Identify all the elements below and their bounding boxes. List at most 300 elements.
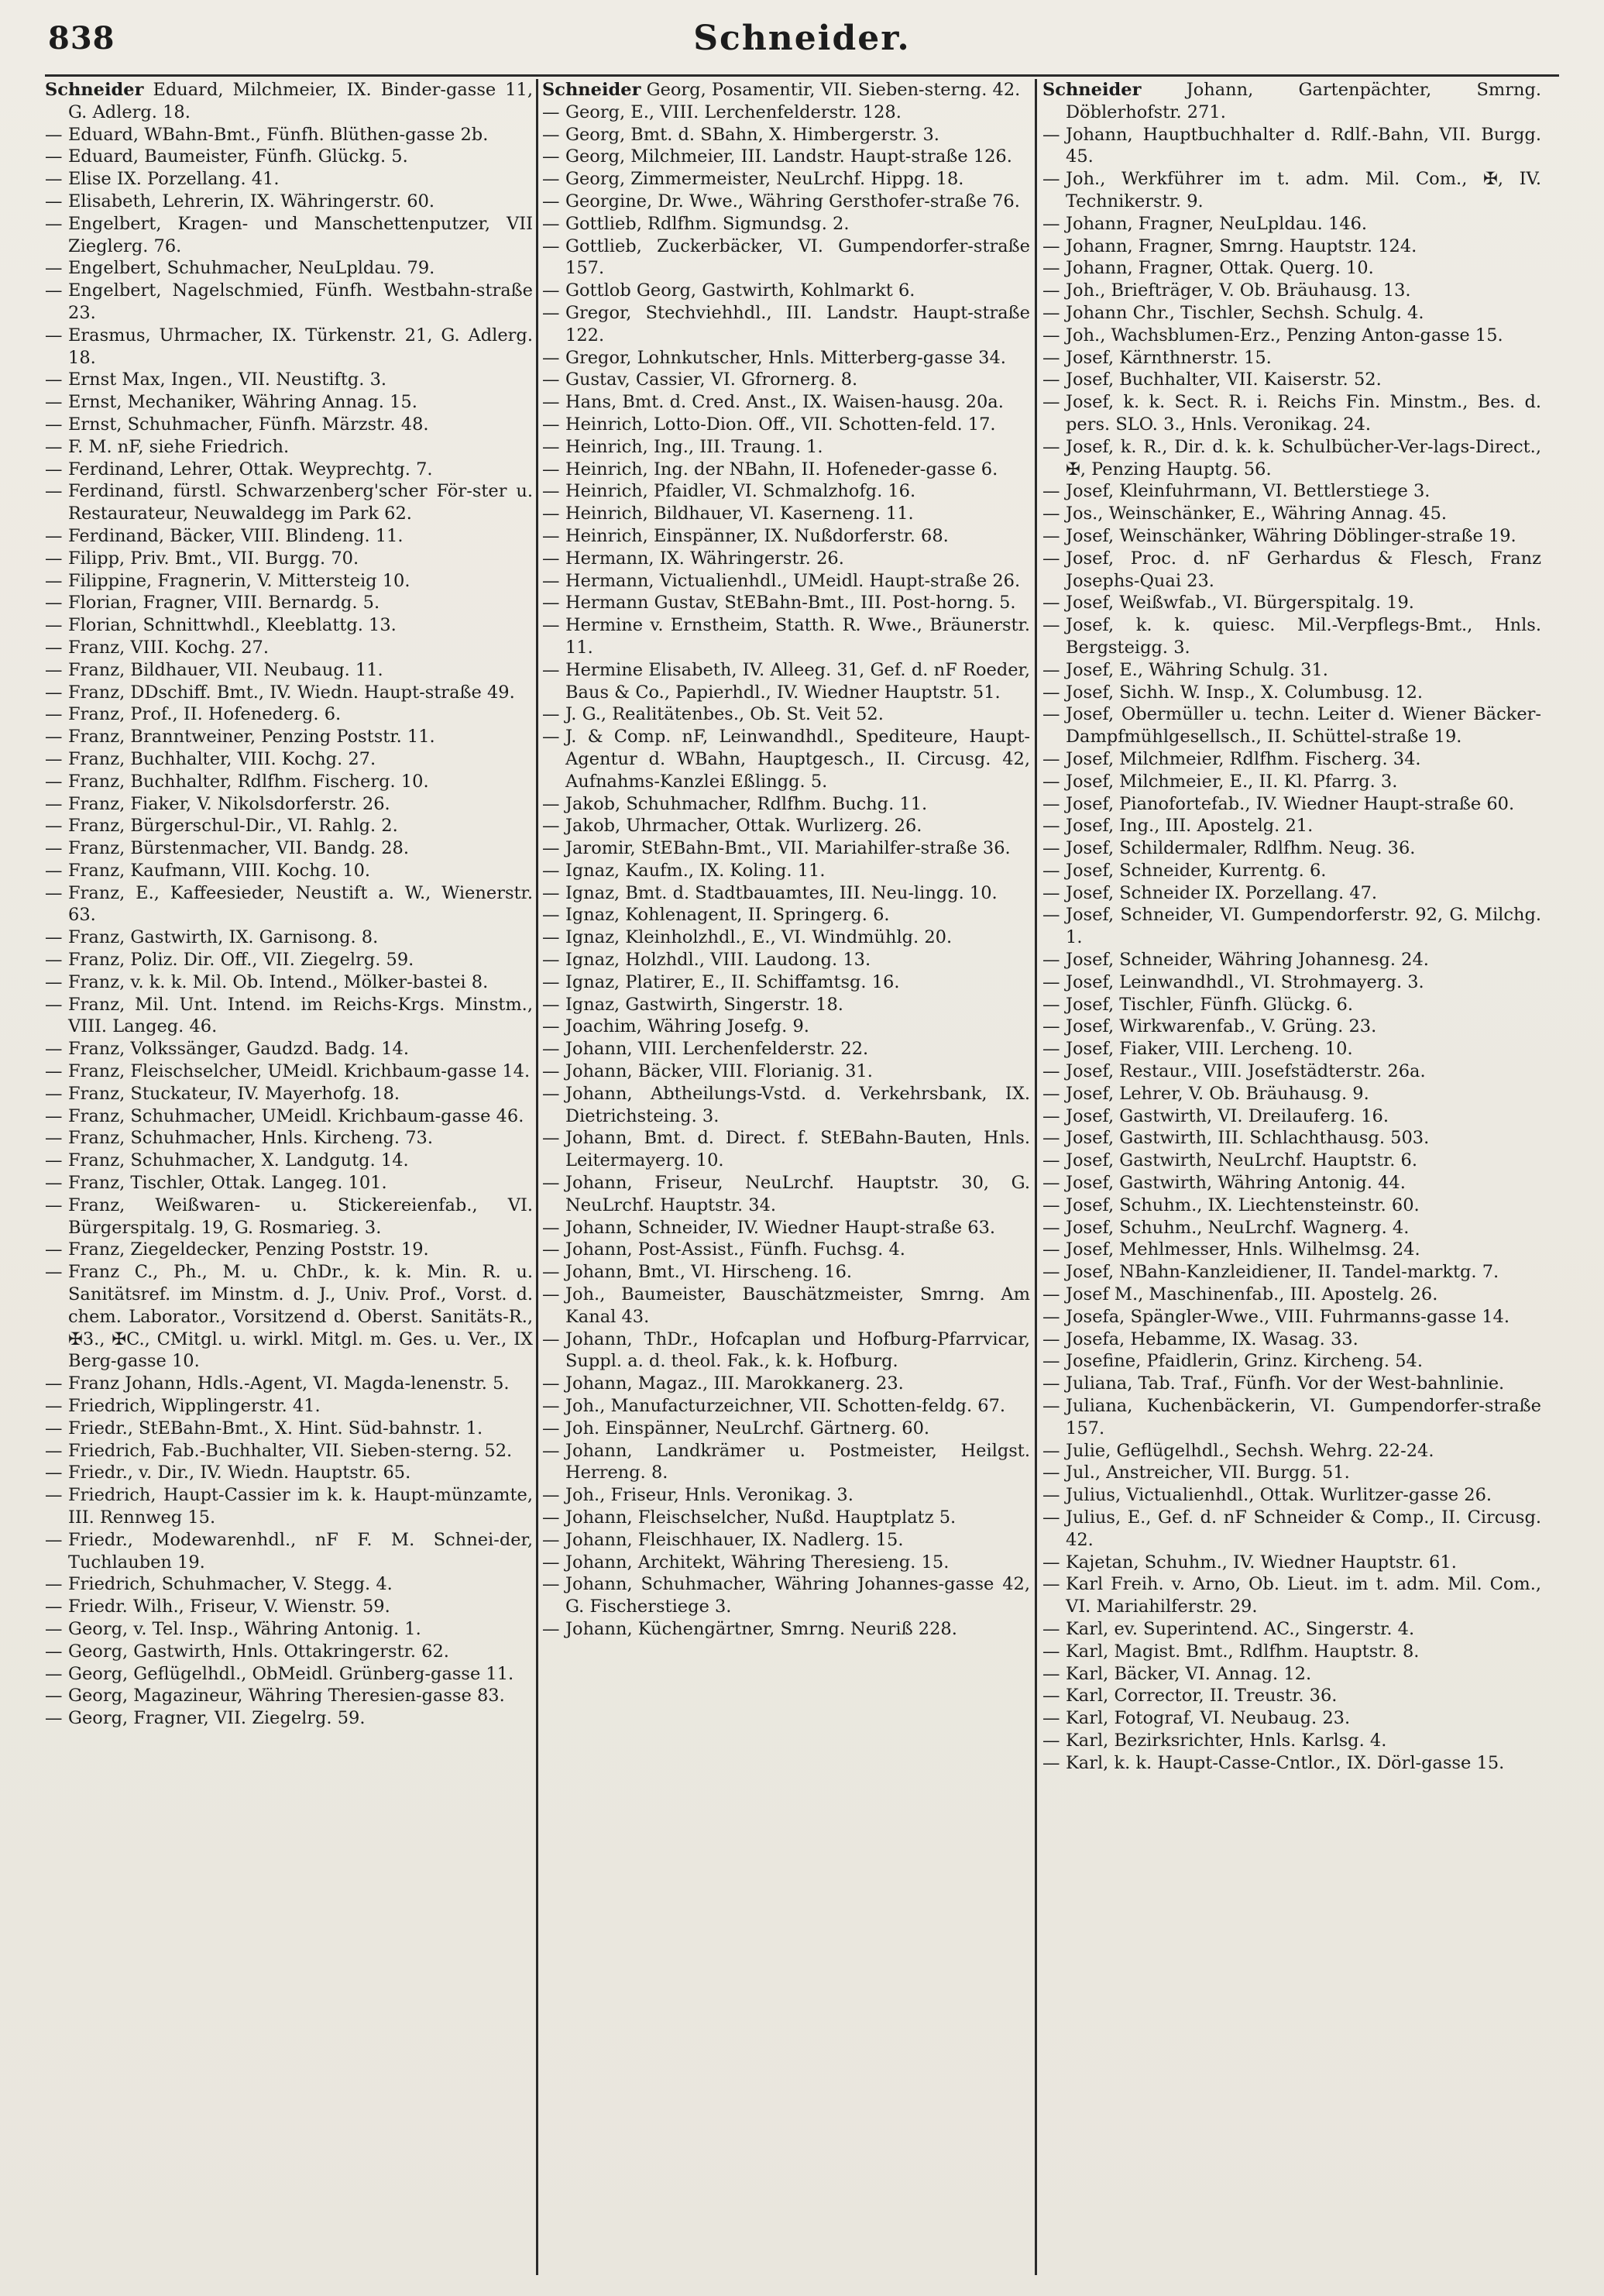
entry-dash: — bbox=[1042, 682, 1060, 703]
entry-text: Georg, Magazineur, Währing Theresien-gasse 83. bbox=[68, 1686, 505, 1707]
entry-dash: — bbox=[542, 1128, 560, 1149]
entry-text: Heinrich, Bildhauer, VI. Kaserneng. 11. bbox=[565, 504, 914, 524]
entry-dash: — bbox=[1042, 213, 1060, 234]
entry-text: Josef, Gastwirth, VI. Dreilauferg. 16. bbox=[1066, 1105, 1389, 1126]
entry-text: Ferdinand, Lehrer, Ottak. Weyprechtg. 7. bbox=[68, 459, 433, 479]
directory-entry bbox=[45, 325, 533, 369]
directory-entry bbox=[1042, 1284, 1541, 1306]
directory-entry bbox=[45, 1573, 533, 1596]
entry-dash: — bbox=[542, 905, 560, 926]
directory-entry bbox=[45, 79, 533, 124]
entry-dash: — bbox=[542, 1529, 560, 1550]
entry-dash: — bbox=[1042, 593, 1060, 614]
entry-dash: — bbox=[542, 504, 560, 524]
directory-entry bbox=[45, 1083, 533, 1105]
entry-dash: — bbox=[542, 280, 560, 301]
entry-dash: — bbox=[1042, 838, 1060, 859]
entry-text: Ignaz, Holzhdl., VIII. Laudong. 13. bbox=[565, 950, 871, 971]
directory-entry bbox=[1042, 682, 1541, 704]
entry-dash: — bbox=[1042, 994, 1060, 1015]
entry-text: Johann, Fragner, Ottak. Querg. 10. bbox=[1066, 258, 1374, 279]
entry-dash: — bbox=[1042, 235, 1060, 256]
entry-text: Georgine, Dr. Wwe., Währing Gersthofer-straße 76. bbox=[565, 191, 1020, 211]
directory-entry bbox=[45, 1663, 533, 1686]
entry-dash: — bbox=[542, 860, 560, 881]
entry-dash: — bbox=[45, 927, 63, 948]
directory-entry bbox=[542, 146, 1030, 168]
entry-dash: — bbox=[542, 347, 560, 368]
entry-dash: — bbox=[1042, 347, 1060, 368]
entry-text: Ferdinand, fürstl. Schwarzenberg'scher För-ster u. Restaurateur, Neuwaldegg im Park 62. bbox=[68, 481, 533, 524]
entry-text: Johann, Fragner, NeuLpldau. 146. bbox=[1066, 213, 1368, 234]
entry-dash: — bbox=[1042, 1239, 1060, 1260]
entry-text: Josef, Schildermaler, Rdlfhm. Neug. 36. bbox=[1066, 838, 1416, 859]
directory-entry bbox=[1042, 815, 1541, 837]
entry-dash: — bbox=[1042, 1061, 1060, 1082]
entry-text: Joh., Werkführer im t. adm. Mil. Com., ✠, IV. Technikerstr. 9. bbox=[1066, 169, 1541, 211]
directory-entry bbox=[542, 1284, 1030, 1328]
entry-text: Josefine, Pfaidlerin, Grinz. Kircheng. 54. bbox=[1066, 1351, 1424, 1372]
entry-text: Filipp, Priv. Bmt., VII. Burgg. 70. bbox=[68, 548, 359, 569]
directory-entry bbox=[542, 459, 1030, 481]
directory-entry bbox=[542, 168, 1030, 191]
directory-entry bbox=[542, 124, 1030, 146]
directory-entry bbox=[542, 436, 1030, 459]
entry-text: Engelbert, Nagelschmied, Fünfh. Westbahn-straße 23. bbox=[68, 280, 533, 323]
entry-text: Joh. Einspänner, NeuLrchf. Gärtnerg. 60. bbox=[565, 1418, 930, 1438]
directory-entry bbox=[1042, 1060, 1541, 1083]
directory-entry bbox=[1042, 1440, 1541, 1462]
entry-text: Gottlieb, Rdlfhm. Sigmundsg. 2. bbox=[565, 213, 850, 234]
directory-entry bbox=[542, 1573, 1030, 1618]
entry-text: Karl, Bezirksrichter, Hnls. Karlsg. 4. bbox=[1066, 1730, 1387, 1751]
entry-dash: — bbox=[45, 258, 63, 279]
entry-dash: — bbox=[45, 860, 63, 881]
entry-dash: — bbox=[45, 414, 63, 435]
entry-text: Josef, Lehrer, V. Ob. Bräuhausg. 9. bbox=[1066, 1083, 1369, 1104]
entry-text: Hermann Gustav, StEBahn-Bmt., III. Post-horng. 5. bbox=[565, 593, 1016, 614]
entry-dash: — bbox=[1042, 771, 1060, 792]
entry-text: Johann, Bmt. d. Direct. f. StEBahn-Bauten, Hnls. Leitermayerg. 10. bbox=[565, 1128, 1030, 1171]
entry-text: Joh., Wachsblumen-Erz., Penzing Anton-gasse 15. bbox=[1066, 325, 1503, 345]
directory-entry bbox=[1042, 325, 1541, 347]
entry-text: Karl, k. k. Haupt-Casse-Cntlor., IX. Dörl-gasse 15. bbox=[1066, 1752, 1505, 1773]
directory-entry bbox=[45, 949, 533, 971]
directory-entry bbox=[1042, 257, 1541, 280]
entry-dash: — bbox=[542, 548, 560, 569]
directory-entry bbox=[45, 480, 533, 525]
entry-dash: — bbox=[542, 1552, 560, 1572]
entry-dash: — bbox=[1042, 1396, 1060, 1417]
entry-dash: — bbox=[542, 235, 560, 256]
directory-entry bbox=[542, 570, 1030, 593]
entry-text: Josef, Kleinfuhrmann, VI. Bettlerstiege 3. bbox=[1066, 481, 1431, 502]
directory-entry bbox=[45, 614, 533, 637]
entry-text: Franz, Stuckateur, IV. Mayerhofg. 18. bbox=[68, 1083, 400, 1104]
entry-dash: — bbox=[1042, 1663, 1060, 1684]
entry-text: Friedr., StEBahn-Bmt., X. Hint. Süd-bahnstr. 1. bbox=[68, 1418, 483, 1438]
entry-text: Heinrich, Einspänner, IX. Nußdorferstr. 68. bbox=[565, 525, 949, 546]
entry-text: Ignaz, Kohlenagent, II. Springerg. 6. bbox=[565, 905, 890, 926]
directory-entry bbox=[45, 971, 533, 994]
entry-dash: — bbox=[1042, 481, 1060, 502]
entry-text: Karl, Fotograf, VI. Neubaug. 23. bbox=[1066, 1708, 1351, 1729]
directory-entry bbox=[45, 926, 533, 949]
entry-dash: — bbox=[45, 1039, 63, 1060]
entry-dash: — bbox=[542, 882, 560, 903]
directory-entry bbox=[542, 1373, 1030, 1395]
entry-text: Gottlieb, Zuckerbäcker, VI. Gumpendorfer-straße 157. bbox=[565, 235, 1030, 279]
entry-text: Franz, E., Kaffeesieder, Neustift a. W., Wienerstr. 63. bbox=[68, 882, 533, 926]
entry-dash: — bbox=[542, 436, 560, 457]
entry-dash: — bbox=[542, 525, 560, 546]
directory-entry bbox=[45, 1261, 533, 1373]
entry-dash: — bbox=[542, 994, 560, 1015]
entry-text: Josef, Leinwandhdl., VI. Strohmayerg. 3. bbox=[1066, 971, 1424, 992]
entry-text: Franz, v. k. k. Mil. Ob. Intend., Mölker-bastei 8. bbox=[68, 971, 489, 992]
entry-dash: — bbox=[542, 392, 560, 413]
entry-text: Georg, Gastwirth, Hnls. Ottakringerstr. 62. bbox=[68, 1641, 449, 1662]
entry-text: Franz, Schuhmacher, X. Landgutg. 14. bbox=[68, 1150, 409, 1171]
entry-dash: — bbox=[1042, 1328, 1060, 1349]
entry-dash: — bbox=[45, 1194, 63, 1215]
entry-dash: — bbox=[45, 682, 63, 703]
entry-dash: — bbox=[1042, 905, 1060, 926]
entry-text: Josef, Gastwirth, Währing Antonig. 44. bbox=[1066, 1173, 1406, 1194]
entry-dash: — bbox=[1042, 548, 1060, 569]
directory-entry bbox=[1042, 1194, 1541, 1217]
column-divider bbox=[536, 79, 538, 2275]
entry-text: Franz, Gastwirth, IX. Garnisong. 8. bbox=[68, 927, 379, 948]
directory-entry bbox=[45, 459, 533, 481]
entry-text: Jakob, Schuhmacher, Rdlfhm. Buchg. 11. bbox=[565, 793, 928, 814]
entry-text: Johann, Bäcker, VIII. Florianig. 31. bbox=[565, 1061, 873, 1082]
directory-entry bbox=[45, 414, 533, 436]
directory-entry bbox=[1042, 391, 1541, 436]
directory-entry bbox=[1042, 168, 1541, 213]
entry-text: Franz, Buchhalter, VIII. Kochg. 27. bbox=[68, 748, 376, 769]
entry-text: Georg, Geflügelhdl., ObMeidl. Grünberg-gasse 11. bbox=[68, 1663, 514, 1684]
entry-dash: — bbox=[45, 525, 63, 546]
page-title: Schneider. bbox=[693, 19, 911, 58]
directory-entry bbox=[1042, 1328, 1541, 1351]
directory-entry bbox=[542, 860, 1030, 882]
entry-dash: — bbox=[542, 1173, 560, 1194]
directory-entry bbox=[45, 1239, 533, 1261]
entry-dash: — bbox=[45, 816, 63, 837]
entry-dash: — bbox=[1042, 950, 1060, 971]
directory-entry bbox=[542, 414, 1030, 436]
entry-text: Josef, Milchmeier, E., II. Kl. Pfarrg. 3. bbox=[1066, 771, 1398, 792]
directory-entry bbox=[45, 793, 533, 816]
directory-entry bbox=[45, 659, 533, 682]
entry-text: Friedr., Modewarenhdl., nF F. M. Schnei-der, Tuchlauben 19. bbox=[68, 1529, 533, 1572]
entry-text: J. & Comp. nF, Leinwandhdl., Spediteure, Haupt-Agentur d. WBahn, Hauptgesch., II. Circusg. 42, Aufnahms-Kanzlei Eßlingg. 5. bbox=[565, 727, 1030, 792]
entry-text: Jakob, Uhrmacher, Ottak. Wurlizerg. 26. bbox=[565, 816, 922, 837]
entry-dash: — bbox=[542, 1485, 560, 1506]
entry-text: Georg, Bmt. d. SBahn, X. Himbergerstr. 3. bbox=[565, 124, 939, 145]
entry-text: Josef, Gastwirth, III. Schlachthausg. 503. bbox=[1066, 1128, 1430, 1149]
directory-entry bbox=[1042, 614, 1541, 659]
entry-dash: — bbox=[542, 1061, 560, 1082]
directory-entry bbox=[1042, 1350, 1541, 1373]
entry-text: F. M. nF, siehe Friedrich. bbox=[68, 436, 290, 457]
entry-dash: — bbox=[45, 1061, 63, 1082]
entry-text: Ignaz, Kaufm., IX. Koling. 11. bbox=[565, 860, 826, 881]
entry-dash: — bbox=[542, 1328, 560, 1349]
entry-dash: — bbox=[45, 1396, 63, 1417]
entry-text: Karl, Magist. Bmt., Rdlfhm. Hauptstr. 8. bbox=[1066, 1641, 1420, 1662]
directory-entry bbox=[542, 1127, 1030, 1172]
directory-entry bbox=[542, 347, 1030, 369]
directory-entry bbox=[1042, 369, 1541, 391]
entry-text: Josef, Ing., III. Apostelg. 21. bbox=[1066, 816, 1314, 837]
entry-dash: — bbox=[45, 548, 63, 569]
entry-text: Josef, Schneider, Kurrentg. 6. bbox=[1066, 860, 1327, 881]
entry-text: Joh., Manufacturzeichner, VII. Schotten-feldg. 67. bbox=[565, 1396, 1006, 1417]
entry-text: Friedrich, Fab.-Buchhalter, VII. Sieben-sterng. 52. bbox=[68, 1440, 513, 1461]
entry-text: Josef, Gastwirth, NeuLrchf. Hauptstr. 6. bbox=[1066, 1150, 1418, 1171]
directory-entry bbox=[45, 682, 533, 704]
entry-text: Josefa, Spängler-Wwe., VIII. Fuhrmanns-gasse 14. bbox=[1066, 1306, 1510, 1327]
entry-text: Engelbert, Schuhmacher, NeuLpldau. 79. bbox=[68, 258, 435, 279]
entry-dash: — bbox=[45, 392, 63, 413]
entry-dash: — bbox=[542, 1618, 560, 1639]
entry-text: Julius, E., Gef. d. nF Schneider & Comp., II. Circusg. 42. bbox=[1066, 1507, 1541, 1550]
entry-dash: — bbox=[542, 369, 560, 390]
directory-entry bbox=[1042, 1083, 1541, 1105]
directory-entry bbox=[45, 748, 533, 771]
entry-text: Jos., Weinschänker, E., Währing Annag. 45. bbox=[1066, 504, 1448, 524]
entry-dash: — bbox=[45, 1597, 63, 1617]
entry-dash: — bbox=[542, 659, 560, 680]
entry-text: Erasmus, Uhrmacher, IX. Türkenstr. 21, G. Adlerg. 18. bbox=[68, 325, 533, 368]
directory-entry bbox=[1042, 1150, 1541, 1172]
entry-text: Hermine v. Ernstheim, Statth. R. Wwe., Bräunerstr. 11. bbox=[565, 615, 1030, 658]
entry-text: Josef, k. k. quiesc. Mil.-Verpflegs-Bmt., Hnls. Bergsteigg. 3. bbox=[1066, 615, 1541, 658]
entry-dash: — bbox=[542, 793, 560, 814]
directory-entry bbox=[45, 1462, 533, 1484]
entry-text: Friedrich, Haupt-Cassier im k. k. Haupt-münzamte, III. Rennweg 15. bbox=[68, 1485, 533, 1528]
directory-entry bbox=[1042, 280, 1541, 302]
entry-dash: — bbox=[1042, 1173, 1060, 1194]
directory-entry bbox=[1042, 1730, 1541, 1752]
entry-dash: — bbox=[1042, 1284, 1060, 1305]
entry-dash: — bbox=[542, 950, 560, 971]
entry-text: Franz, Branntweiner, Penzing Poststr. 11. bbox=[68, 727, 435, 748]
entry-dash: — bbox=[1042, 748, 1060, 769]
entry-text: Gottlob Georg, Gastwirth, Kohlmarkt 6. bbox=[565, 280, 915, 301]
directory-entry bbox=[1042, 971, 1541, 994]
entry-text: Franz, Fleischselcher, UMeidl. Krichbaum-gasse 14. bbox=[68, 1061, 531, 1082]
entry-text: Josef, k. R., Dir. d. k. k. Schulbücher-Ver-lags-Direct., ✠, Penzing Hauptg. 56. bbox=[1066, 436, 1541, 479]
entry-dash: — bbox=[45, 369, 63, 390]
entry-dash: — bbox=[45, 146, 63, 167]
directory-entry bbox=[1042, 302, 1541, 325]
directory-entry bbox=[542, 904, 1030, 926]
entry-dash: — bbox=[1042, 169, 1060, 190]
entry-dash: — bbox=[542, 838, 560, 859]
directory-entry bbox=[1042, 1663, 1541, 1686]
entry-text: Franz, Ziegeldecker, Penzing Poststr. 19. bbox=[68, 1239, 429, 1260]
entry-text: Karl, Corrector, II. Treustr. 36. bbox=[1066, 1686, 1338, 1707]
entry-text: Josef, Kärnthnerstr. 15. bbox=[1066, 347, 1272, 368]
directory-entry bbox=[542, 101, 1030, 124]
entry-text: Franz C., Ph., M. u. ChDr., k. k. Min. R. u. Sanitätsref. im Minstm. d. J., Univ. Prof., Vorst. d. chem. Laborator., Vorsitzend d. Oberst. Sanitäts-R., ✠3., ✠C., CMitgl. u. wirkl. Mitgl. m. Ges. u. Ver., IX Berg-gasse 10. bbox=[68, 1262, 533, 1372]
directory-entry bbox=[1042, 1016, 1541, 1038]
entry-text: Eduard, Baumeister, Fünfh. Glückg. 5. bbox=[68, 146, 408, 167]
entry-dash: — bbox=[45, 1686, 63, 1707]
directory-entry bbox=[1042, 124, 1541, 169]
directory-entry bbox=[542, 1484, 1030, 1507]
entry-dash: — bbox=[542, 570, 560, 591]
directory-entry bbox=[1042, 882, 1541, 905]
directory-entry bbox=[45, 1418, 533, 1440]
directory-entry bbox=[45, 570, 533, 593]
directory-entry bbox=[45, 1105, 533, 1128]
entry-text: Franz, Poliz. Dir. Off., VII. Ziegelrg. 59. bbox=[68, 950, 414, 971]
entry-text: Johann, Abtheilungs-Vstd. d. Verkehrsbank, IX. Dietrichsteing. 3. bbox=[565, 1083, 1030, 1126]
entry-text: Friedr., v. Dir., IV. Wiedn. Hauptstr. 65. bbox=[68, 1462, 411, 1483]
directory-entry bbox=[45, 771, 533, 793]
entry-text: Joh., Baumeister, Bauschätzmeister, Smrng. Am Kanal 43. bbox=[565, 1284, 1030, 1327]
entry-text: Josef, Wirkwarenfab., V. Grüng. 23. bbox=[1066, 1016, 1377, 1037]
entry-dash: — bbox=[1042, 1507, 1060, 1528]
entry-dash: — bbox=[45, 1418, 63, 1438]
entry-dash: — bbox=[1042, 124, 1060, 145]
entry-text: Elisabeth, Lehrerin, IX. Währingerstr. 60. bbox=[68, 191, 435, 211]
entry-dash: — bbox=[542, 1440, 560, 1461]
entry-dash: — bbox=[45, 615, 63, 636]
directory-entry bbox=[45, 525, 533, 548]
entry-text: Josef, Proc. d. nF Gerhardus & Flesch, Franz Josephs-Quai 23. bbox=[1066, 548, 1541, 591]
entry-text: Gregor, Stechviehhdl., III. Landstr. Haupt-straße 122. bbox=[565, 302, 1030, 345]
entry-text: Franz, Volkssänger, Gaudzd. Badg. 14. bbox=[68, 1039, 409, 1060]
entry-dash: — bbox=[45, 1262, 63, 1283]
directory-entry bbox=[542, 726, 1030, 792]
entry-text: Heinrich, Lotto-Dion. Off., VII. Schotten-feld. 17. bbox=[565, 414, 996, 435]
directory-entry bbox=[1042, 213, 1541, 235]
entry-dash: — bbox=[45, 1440, 63, 1461]
directory-entry bbox=[542, 837, 1030, 860]
directory-entry bbox=[45, 436, 533, 459]
entry-text: Florian, Fragner, VIII. Bernardg. 5. bbox=[68, 593, 380, 614]
entry-text: Franz, Kaufmann, VIII. Kochg. 10. bbox=[68, 860, 371, 881]
entry-text: Hermann, IX. Währingerstr. 26. bbox=[565, 548, 844, 569]
entry-text: Josef M., Maschinenfab., III. Apostelg. 26. bbox=[1066, 1284, 1438, 1305]
directory-entry bbox=[1042, 904, 1541, 949]
entry-text: Josefa, Hebamme, IX. Wasag. 33. bbox=[1066, 1328, 1358, 1349]
directory-entry bbox=[45, 168, 533, 191]
entry-dash: — bbox=[45, 169, 63, 190]
directory-entry bbox=[542, 614, 1030, 659]
entry-text: Josef, NBahn-Kanzleidiener, II. Tandel-marktg. 7. bbox=[1066, 1262, 1499, 1283]
directory-entry bbox=[1042, 1217, 1541, 1239]
entry-dash: — bbox=[1042, 816, 1060, 837]
entry-text: Ignaz, Gastwirth, Singerstr. 18. bbox=[565, 994, 843, 1015]
directory-entry bbox=[1042, 659, 1541, 682]
directory-entry bbox=[542, 1016, 1030, 1038]
entry-text: Jaromir, StEBahn-Bmt., VII. Mariahilfer-straße 36. bbox=[565, 838, 1011, 859]
directory-entry bbox=[542, 1618, 1030, 1641]
directory-entry bbox=[45, 1373, 533, 1395]
directory-entry bbox=[45, 1150, 533, 1172]
entry-dash: — bbox=[1042, 1039, 1060, 1060]
entry-dash: — bbox=[45, 637, 63, 658]
entry-dash: — bbox=[1042, 1105, 1060, 1126]
entry-dash: — bbox=[45, 481, 63, 502]
entry-text: Georg, E., VIII. Lerchenfelderstr. 128. bbox=[565, 101, 902, 122]
directory-entry bbox=[542, 235, 1030, 280]
entry-dash: — bbox=[45, 124, 63, 145]
directory-entry bbox=[1042, 837, 1541, 860]
entry-dash: — bbox=[1042, 1373, 1060, 1394]
entry-dash: — bbox=[45, 1574, 63, 1595]
entry-dash: — bbox=[542, 704, 560, 725]
entry-dash: — bbox=[45, 325, 63, 345]
entry-text: Joachim, Währing Josefg. 9. bbox=[565, 1016, 809, 1037]
entry-dash: — bbox=[542, 1574, 560, 1595]
entry-dash: — bbox=[45, 570, 63, 591]
entry-text: Johann, Fragner, Smrng. Hauptstr. 124. bbox=[1066, 235, 1417, 256]
entry-text: Friedrich, Schuhmacher, V. Stegg. 4. bbox=[68, 1574, 393, 1595]
entry-dash: — bbox=[45, 1239, 63, 1260]
entry-text: Ernst, Schuhmacher, Fünfh. Märzstr. 48. bbox=[68, 414, 429, 435]
entry-text: Josef, E., Währing Schulg. 31. bbox=[1066, 659, 1328, 680]
entry-dash: — bbox=[45, 727, 63, 748]
entry-dash: — bbox=[45, 838, 63, 859]
directory-entry bbox=[542, 592, 1030, 614]
directory-entry bbox=[542, 1239, 1030, 1261]
entry-dash: — bbox=[542, 927, 560, 948]
directory-entry bbox=[1042, 771, 1541, 793]
entry-text: Johann, Bmt., VI. Hirscheng. 16. bbox=[565, 1262, 853, 1283]
entry-dash: — bbox=[1042, 1485, 1060, 1506]
directory-entry bbox=[1042, 548, 1541, 593]
entry-text: Karl, Bäcker, VI. Annag. 12. bbox=[1066, 1663, 1312, 1684]
entry-dash: — bbox=[542, 191, 560, 211]
entry-dash: — bbox=[542, 481, 560, 502]
entry-text: Johann, Schuhmacher, Währing Johannes-gasse 42, G. Fischerstiege 3. bbox=[565, 1574, 1030, 1617]
entry-text: Josef, Obermüller u. techn. Leiter d. Wiener Bäcker-Dampfmühlgesellsch., II. Schüttel-straße 19. bbox=[1066, 704, 1541, 748]
entry-text: Johann, ThDr., Hofcaplan und Hofburg-Pfarrvicar, Suppl. a. d. theol. Fak., k. k. Hofburg. bbox=[565, 1328, 1030, 1372]
entry-text: Johann, Landkrämer u. Postmeister, Heilgst. Herreng. 8. bbox=[565, 1440, 1030, 1483]
directory-entry bbox=[45, 1685, 533, 1707]
entry-dash: — bbox=[45, 882, 63, 903]
entry-text: Josef, Milchmeier, Rdlfhm. Fischerg. 34. bbox=[1066, 748, 1421, 769]
entry-text: Filippine, Fragnerin, V. Mittersteig 10. bbox=[68, 570, 410, 591]
entry-dash: — bbox=[542, 414, 560, 435]
entry-text: Heinrich, Ing., III. Traung. 1. bbox=[565, 436, 823, 457]
directory-entry bbox=[45, 124, 533, 146]
entry-text: Josef, Weißwfab., VI. Bürgerspitalg. 19. bbox=[1066, 593, 1414, 614]
entry-text: Franz, Weißwaren- u. Stickereienfab., VI. Bürgerspitalg. 19, G. Rosmarieg. 3. bbox=[68, 1194, 533, 1238]
directory-entry bbox=[45, 548, 533, 570]
directory-entry bbox=[542, 703, 1030, 726]
directory-entry bbox=[1042, 1752, 1541, 1775]
entry-text: Johann, Architekt, Währing Theresieng. 15. bbox=[565, 1552, 950, 1572]
entry-dash: — bbox=[1042, 704, 1060, 725]
directory-entry bbox=[1042, 1618, 1541, 1641]
directory-entry bbox=[542, 1440, 1030, 1485]
directory-entry bbox=[45, 391, 533, 414]
entry-text: Karl, ev. Superintend. AC., Singerstr. 4. bbox=[1066, 1618, 1415, 1639]
entry-dash: — bbox=[542, 1507, 560, 1528]
directory-entry bbox=[542, 971, 1030, 994]
entry-text: Johann, Fleischhauer, IX. Nadlerg. 15. bbox=[565, 1529, 904, 1550]
entry-dash: — bbox=[542, 1217, 560, 1238]
entry-text: Gregor, Lohnkutscher, Hnls. Mitterberg-gasse 34. bbox=[565, 347, 1006, 368]
